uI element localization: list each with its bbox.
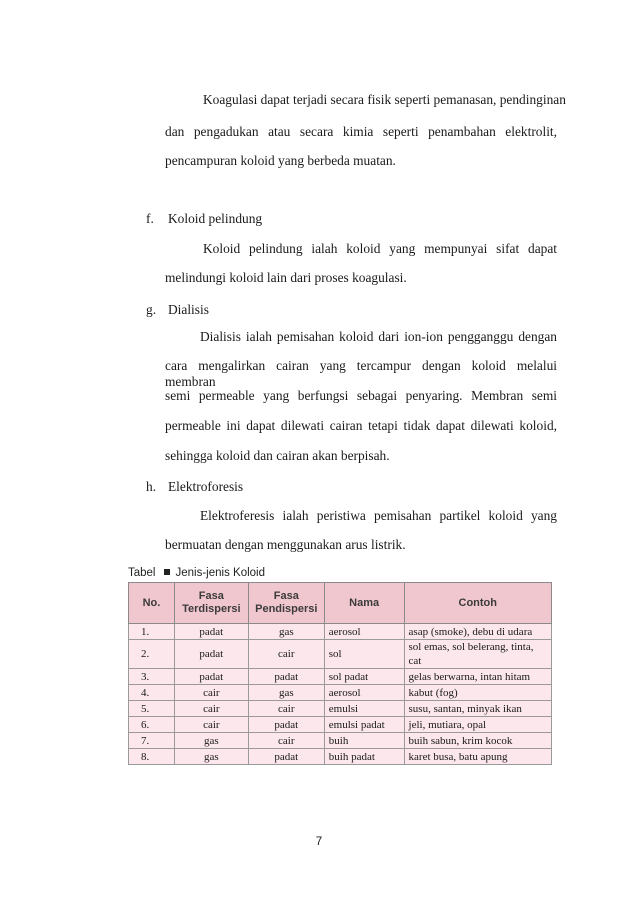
bullet-icon [164, 569, 170, 575]
cell-contoh: buih sabun, krim kocok [404, 733, 551, 749]
list-marker: f. [146, 211, 154, 226]
table-caption-prefix: Tabel [128, 567, 156, 579]
cell-fasa-pendispersi: padat [248, 669, 324, 685]
paragraph-line: Dialisis ialah pemisahan koloid dari ion-ion pengganggu dengan [200, 329, 557, 344]
table-row [129, 624, 552, 640]
cell-no: 6. [129, 717, 175, 733]
table-row [129, 669, 552, 685]
paragraph-line: bermuatan dengan menggunakan arus listrik. [165, 537, 406, 552]
table-row [129, 701, 552, 717]
cell-contoh: asap (smoke), debu di udara [404, 624, 551, 640]
paragraph-line: melindungi koloid lain dari proses koagulasi. [165, 270, 407, 285]
cell-fasa-terdispersi: gas [174, 749, 248, 765]
cell-fasa-terdispersi: gas [174, 733, 248, 749]
table-row [129, 685, 552, 701]
header-no: No. [129, 583, 175, 624]
cell-no: 5. [129, 701, 175, 717]
cell-nama: sol padat [324, 669, 404, 685]
cell-nama: aerosol [324, 685, 404, 701]
cell-fasa-terdispersi: padat [174, 624, 248, 640]
header-fasa-terdispersi: Fasa Terdispersi [174, 583, 248, 624]
paragraph-line: permeable ini dapat dilewati cairan tetapi tidak dapat dilewati koloid, [165, 418, 557, 433]
section-heading-h [146, 479, 243, 495]
paragraph-line: Koagulasi dapat terjadi secara fisik seperti pemanasan, pendinginan [203, 92, 566, 107]
paragraph-line: pencampuran koloid yang berbeda muatan. [165, 153, 396, 168]
colloid-table [128, 582, 552, 765]
section-title: Koloid pelindung [168, 211, 263, 226]
section-heading-f [146, 211, 262, 227]
cell-nama: buih [324, 733, 404, 749]
section-title: Elektroforesis [168, 479, 244, 494]
table-row [129, 640, 552, 669]
section-title: Dialisis [168, 302, 209, 317]
paragraph-line: semi permeable yang berfungsi sebagai penyaring. Membran semi [165, 388, 557, 403]
cell-fasa-pendispersi: cair [248, 701, 324, 717]
cell-fasa-terdispersi: padat [174, 669, 248, 685]
cell-fasa-pendispersi: cair [248, 640, 324, 669]
cell-contoh: gelas berwarna, intan hitam [404, 669, 551, 685]
cell-fasa-terdispersi: cair [174, 717, 248, 733]
table-caption-title: Jenis-jenis Koloid [175, 567, 265, 579]
cell-no: 3. [129, 669, 175, 685]
cell-nama: emulsi padat [324, 717, 404, 733]
cell-fasa-pendispersi: gas [248, 624, 324, 640]
cell-no: 8. [129, 749, 175, 765]
cell-fasa-terdispersi: cair [174, 701, 248, 717]
cell-no: 7. [129, 733, 175, 749]
paragraph-line: sehingga koloid dan cairan akan berpisah. [165, 448, 390, 463]
cell-nama: aerosol [324, 624, 404, 640]
cell-contoh: karet busa, batu apung [404, 749, 551, 765]
header-fasa-pendispersi: Fasa Pendispersi [248, 583, 324, 624]
cell-contoh: susu, santan, minyak ikan [404, 701, 551, 717]
table-row [129, 733, 552, 749]
cell-no: 2. [129, 640, 175, 669]
header-contoh: Contoh [404, 583, 551, 624]
cell-fasa-pendispersi: padat [248, 717, 324, 733]
page-number: 7 [315, 836, 323, 848]
table-header-row [129, 583, 552, 624]
table-row [129, 717, 552, 733]
header-nama: Nama [324, 583, 404, 624]
cell-fasa-pendispersi: cair [248, 733, 324, 749]
paragraph-line: dan pengadukan atau secara kimia seperti penambahan elektrolit, [165, 124, 557, 139]
list-marker: h. [146, 479, 157, 494]
cell-fasa-terdispersi: cair [174, 685, 248, 701]
cell-fasa-terdispersi: padat [174, 640, 248, 669]
paragraph-line: cara mengalirkan cairan yang tercampur dengan koloid melalui membran [165, 358, 557, 389]
cell-nama: sol [324, 640, 404, 669]
paragraph-line: Koloid pelindung ialah koloid yang mempunyai sifat dapat [203, 241, 557, 256]
paragraph-line: Elektroferesis ialah peristiwa pemisahan partikel koloid yang [200, 508, 557, 523]
cell-contoh: sol emas, sol belerang, tinta, cat [404, 640, 551, 669]
cell-fasa-pendispersi: gas [248, 685, 324, 701]
cell-nama: buih padat [324, 749, 404, 765]
table-caption [128, 564, 552, 582]
cell-no: 1. [129, 624, 175, 640]
cell-nama: emulsi [324, 701, 404, 717]
list-marker: g. [146, 302, 157, 317]
cell-contoh: jeli, mutiara, opal [404, 717, 551, 733]
cell-contoh: kabut (fog) [404, 685, 551, 701]
colloid-table-figure [128, 564, 552, 765]
cell-no: 4. [129, 685, 175, 701]
table-row [129, 749, 552, 765]
cell-fasa-pendispersi: padat [248, 749, 324, 765]
section-heading-g [146, 302, 209, 318]
